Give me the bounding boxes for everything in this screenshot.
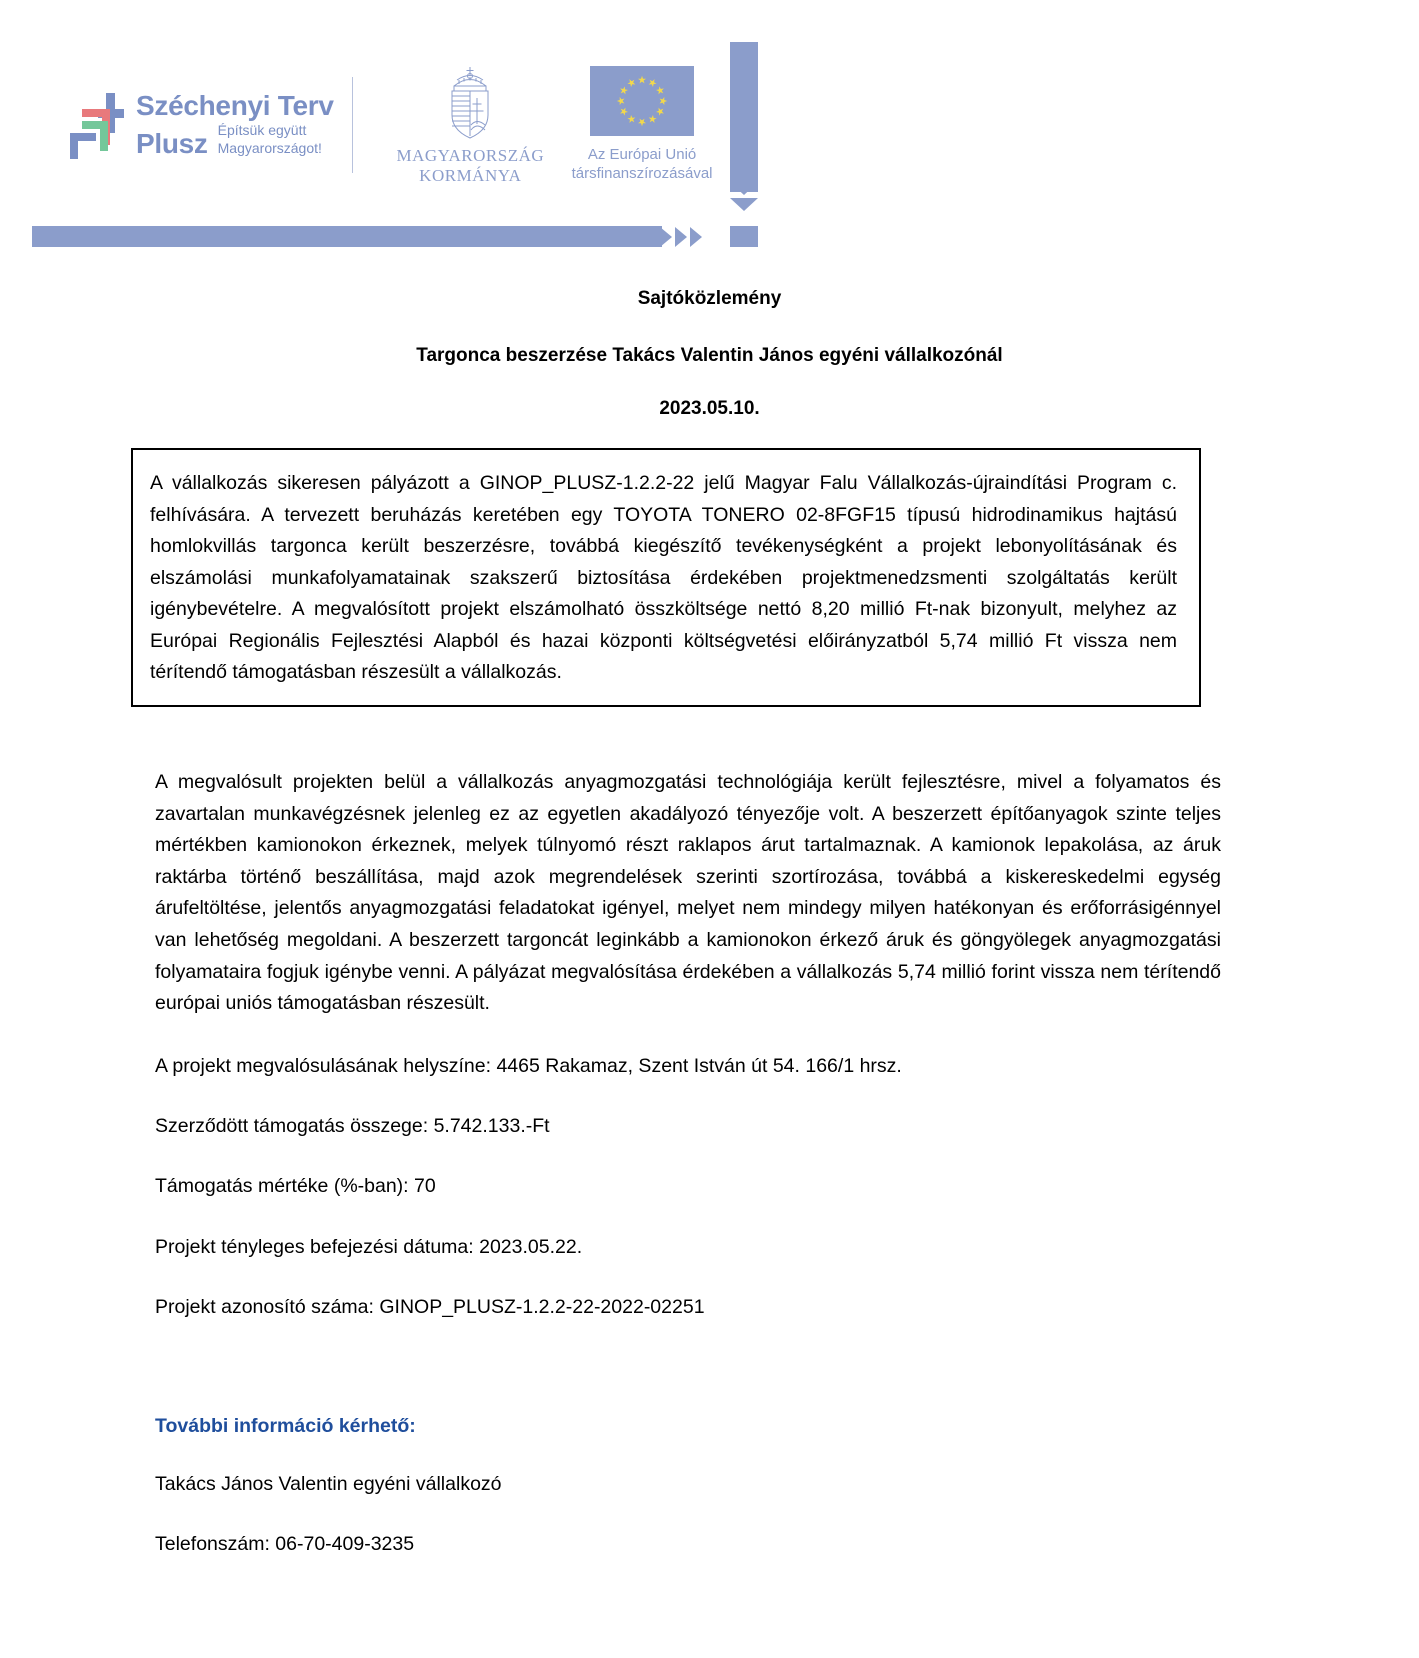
logo-divider [352,77,353,173]
highlight-box [131,448,1201,707]
szechenyi-logo-plusz: Plusz [136,128,208,159]
document-type-title: Sajtóközlemény [637,288,782,309]
contact-block [155,1415,1221,1559]
title-block [0,289,1419,418]
chevron-down-icon [730,198,758,211]
contact-phone: Telefonszám: 06-70-409-3235 [155,1533,415,1556]
chevron-down-icon [730,166,758,179]
header-banner [32,32,1389,247]
szechenyi-slogan-line2: Magyarországot! [217,139,322,156]
chevron-right-icon [690,227,702,247]
gov-name-line2: KORMÁNYA [419,166,522,185]
banner-horizontal-bar [32,226,662,247]
detail-completion-date: Projekt tényleges befejezési dátuma: 2023.05.22. [155,1235,583,1258]
body-paragraph: A megvalósult projekten belül a vállalkozás anyagmozgatási technológiája került fejlesztésre, mivel a folyamatos és zavartalan munkavégzésnek jelenleg ez az egyetlen akadályozó tényezője volt. A beszerzett építőanyagok szinte teljes mértékben kamionokon érkeznek, melyek túlnyomó részt raklapos árut tartalmaznak. A kamionok lepakolása, az áruk raktárba történő beszállítása, majd azok megrendelések szerinti szortírozása, továbbá a kiskereskedelmi egység árufeltöltése, jelentős anyagmozgatási feladatokat igényel, melyet nem mindegy milyen hatékonyan és erőforrásigénnyel van lehetőség megoldani. A beszerzett targoncát leginkább a kamionokon érkező áruk és göngyölegek anyagmozgatási folyamataira fogjuk igénybe venni. A pályázat megvalósítása érdekében a vállalkozás 5,74 millió forint vissza nem térítendő európai uniós támogatásban részesült. [155,771,1221,1015]
document-date: 2023.05.10. [659,398,760,419]
detail-location: A projekt megvalósulásának helyszíne: 4465 Rakamaz, Szent István út 54. 166/1 hrsz. [155,1054,902,1077]
chevron-right-icon [660,227,672,247]
detail-project-id: Projekt azonosító száma: GINOP_PLUSZ-1.2.2-22-2022-02251 [155,1295,705,1318]
szechenyi-logo-line1: Széchenyi Terv [136,90,334,121]
main-content [155,767,1221,1321]
contact-heading: További információ kérhető: [155,1415,416,1438]
banner-chevron-right-group [660,226,705,247]
szechenyi-slogan-line1: Építsük együtt [217,122,307,138]
banner-chevron-down-group [730,150,758,220]
banner-corner-block [730,226,758,247]
chevron-down-icon [730,150,758,163]
logo-row [32,50,722,200]
document-body [0,289,1419,1559]
chevron-down-icon [730,182,758,195]
detail-grant-rate: Támogatás mértéke (%-ban): 70 [155,1175,436,1198]
eu-logo [562,66,722,184]
eu-flag-icon [590,66,694,136]
page-title: Targonca beszerzése Takács Valentin János egyéni vállalkozónál [416,345,1003,366]
szechenyi-terv-plusz-logo [68,91,334,159]
highlight-paragraph: A vállalkozás sikeresen pályázott a GINOP_PLUSZ-1.2.2-22 jelű Magyar Falu Vállalkozás-újraindítási Program c. felhívására. A tervezett beruházás keretében egy TOYOTA TONERO 02-8FGF15 típusú hidrodinamikus hajtású homlokvillás targonca került beszerzésre, továbbá kiegészítő tevékenységként a projekt lebonyolításának és elszámolási munkafolyamatainak szakszerű biztosítása érdekében projektmenedzsmenti szolgáltatás került igénybevételre. A megvalósított projekt elszámolható összköltsége nettó 8,20 millió Ft-nak bizonyult, melyhez az Európai Regionális Fejlesztési Alapból és hazai központi költségvetési előirányzatból 5,74 millió Ft vissza nem térítendő támogatásban részesült a vállalkozás. [150,472,1177,684]
detail-grant-amount: Szerződött támogatás összege: 5.742.133.-Ft [155,1114,550,1137]
szechenyi-cross-mark-icon [68,91,130,159]
gov-name-line1: MAGYARORSZÁG [396,145,545,165]
szechenyi-logo-slogan [218,122,322,157]
eu-caption-line2: társfinanszírozásával [571,165,713,182]
hungary-coat-of-arms-icon [441,64,499,140]
contact-name: Takács János Valentin egyéni vállalkozó [155,1473,502,1496]
chevron-right-icon [675,227,687,247]
hungarian-government-logo [396,64,544,186]
eu-caption-line1: Az Európai Unió [587,146,697,164]
